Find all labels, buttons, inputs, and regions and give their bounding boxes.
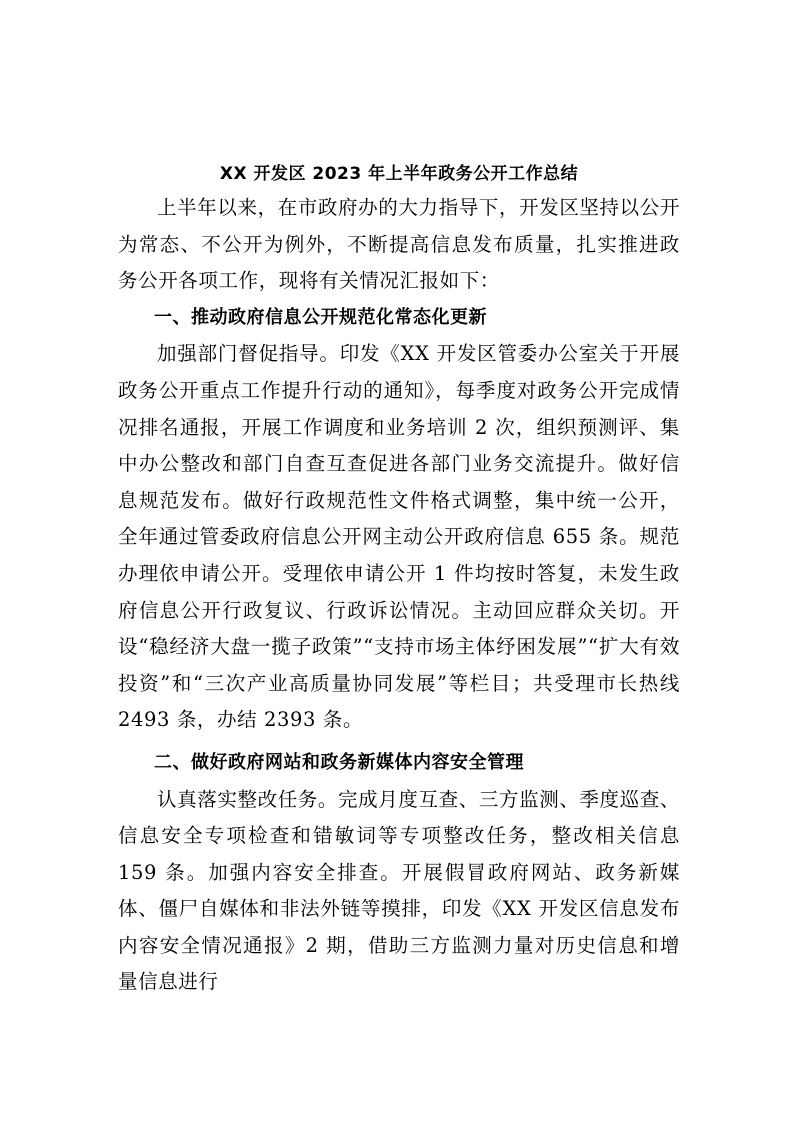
section-2-body: 认真落实整改任务。完成月度互查、三方监测、季度巡查、信息安全专项检查和错敏词等专项整改任务，整改相关信息 159 条。加强内容安全排查。开展假冒政府网站、政务新媒体、僵尸自媒体和非法外链等摸排，印发《XX 开发区信息发布内容安全情况通报》2 期，借助三方监测力量对历史信息和增量信息进行 <box>118 787 680 994</box>
section-1-heading: 一、推动政府信息公开规范化常态化更新 <box>154 306 487 328</box>
intro-paragraph: 上半年以来，在市政府办的大力指导下，开发区坚持以公开为常态、不公开为例外，不断提高信息发布质量，扎实推进政务公开各项工作，现将有关情况汇报如下： <box>118 196 680 293</box>
document-title: XX 开发区 2023 年上半年政务公开工作总结 <box>219 164 579 184</box>
document-body <box>118 158 680 1001</box>
section-2-heading: 二、做好政府网站和政务新媒体内容安全管理 <box>154 751 524 773</box>
section-1-body: 加强部门督促指导。印发《XX 开发区管委办公室关于开展政务公开重点工作提升行动的通知》，每季度对政务公开完成情况排名通报，开展工作调度和业务培训 2 次，组织预测评、集中办公整改和部门自查互查促进各部门业务交流提升。做好信息规范发布。做好行政规范性文件格式调整，集中统一公开，全年通过管委政府信息公开网主动公开政府信息 655 条。规范办理依申请公开。受理依申请公开 1 件均按时答复，未发生政府信息公开行政复议、行政诉讼情况。主动回应群众关切。开设“稳经济大盘一揽子政策”“支持市场主体纾困发展”“扩大有效投资”和“三次产业高质量协同发展”等栏目；共受理市长热线 2493 条，办结 2393 条。 <box>118 342 680 732</box>
